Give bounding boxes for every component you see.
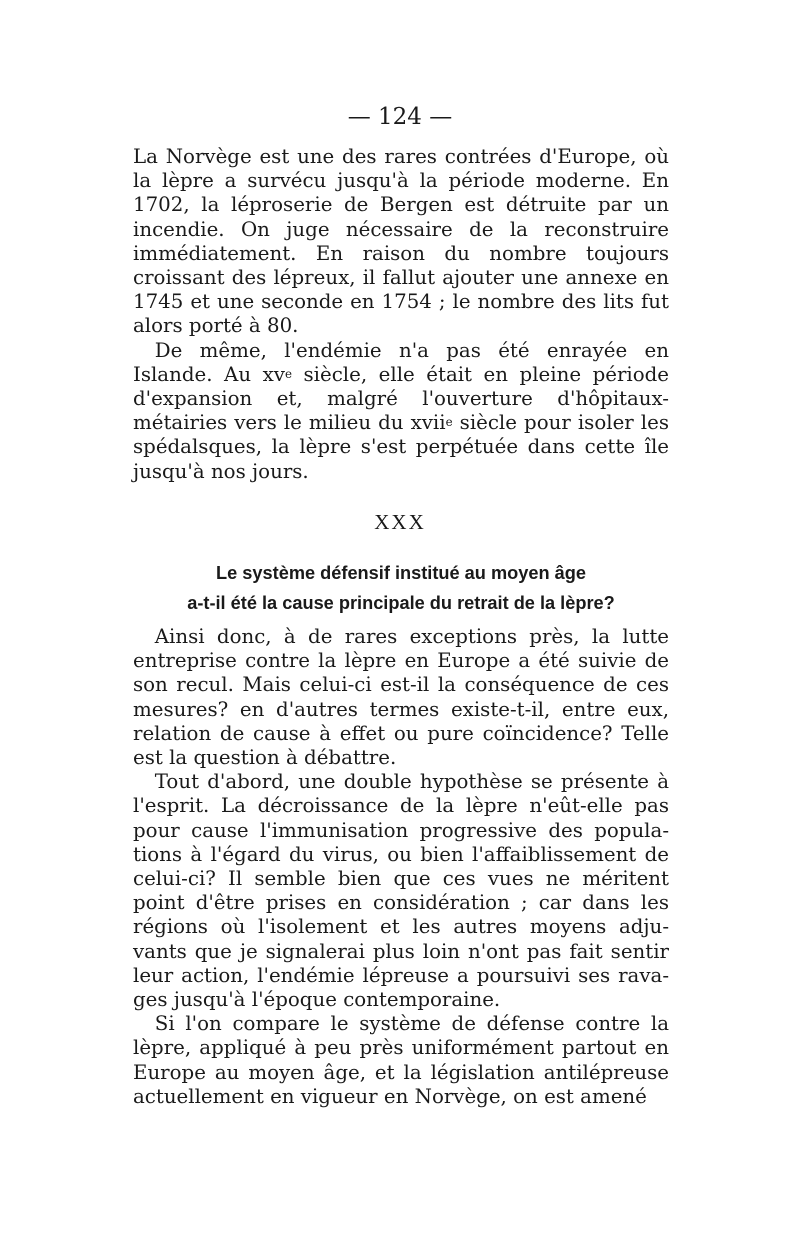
section-number: XXX (374, 510, 426, 534)
paragraph-iceland-part3: siècle pour isoler les spédalsques, la lèpre s'est perpétuée dans cette île jusqu'à nos jours. (133, 411, 669, 483)
paragraph-ainsi-donc: Ainsi donc, à de rares exceptions près, la lutte entreprise contre la lèpre en Europe a été suivie de son recul. Mais celui-ci est-il la conséquence de ces mesures? en d'autres termes existe-t-il, entre eux, relation de cause à effet ou pure coïncidence? Telle est la question à débattre. (133, 625, 669, 770)
paragraph-iceland-part2: siècle, elle était en pleine période d'expansion et, malgré l'ouverture d'hôpitaux-métairies vers le milieu du xvii (133, 362, 670, 435)
superscript-e: e (445, 415, 453, 430)
paragraph-norway: La Norvège est une des rares contrées d'Europe, où la lèpre a survécu jusqu'à la période moderne. En 1702, la léproserie de Bergen est détruite par un incendie. On juge nécessaire de la reconstruire immédiatement. En raison du nombre toujours croissant des lépreux, il fallut ajouter une annexe en 1745 et une seconde en 1754 ; le nombre des lits fut alors porté à 80. (133, 145, 669, 338)
text-block-bottom (133, 625, 669, 1109)
section-title-line-1: Le système défensif institué au moyen âge (216, 563, 586, 583)
page-number: — 124 — (347, 104, 453, 130)
paragraph-si-on-compare: Si l'on compare le système de défense contre la lèpre, appliqué à peu près uniformément partout en Europe au moyen âge, et la législation antilépreuse actuellement en vigueur en Norvège, on est amené (133, 1012, 669, 1108)
paragraph-iceland (133, 339, 669, 484)
paragraph-iceland-part1: De même, l'endémie n'a pas été enrayée en Islande. Au xv (133, 338, 669, 386)
text-block-top (133, 145, 669, 484)
section-title-line-2: a-t-il été la cause principale du retrait de la lèpre? (187, 593, 615, 613)
section-title (133, 558, 669, 618)
paragraph-tout-abord: Tout d'abord, une double hypothèse se présente à l'esprit. La décroissance de la lèpre n'eût-elle pas pour cause l'immunisation progressive des populations à l'égard du virus, ou bien l'affaiblissement de celui-ci? Il semble bien que ces vues ne méritent point d'être prises en considération ; car dans les régions où l'isolement et les autres moyens adjuvants que je signalerai plus loin n'ont pas fait sentir leur action, l'endémie lépreuse a poursuivi ses ravages jusqu'à l'époque contemporaine. (133, 770, 669, 1012)
superscript-e: e (284, 366, 292, 381)
